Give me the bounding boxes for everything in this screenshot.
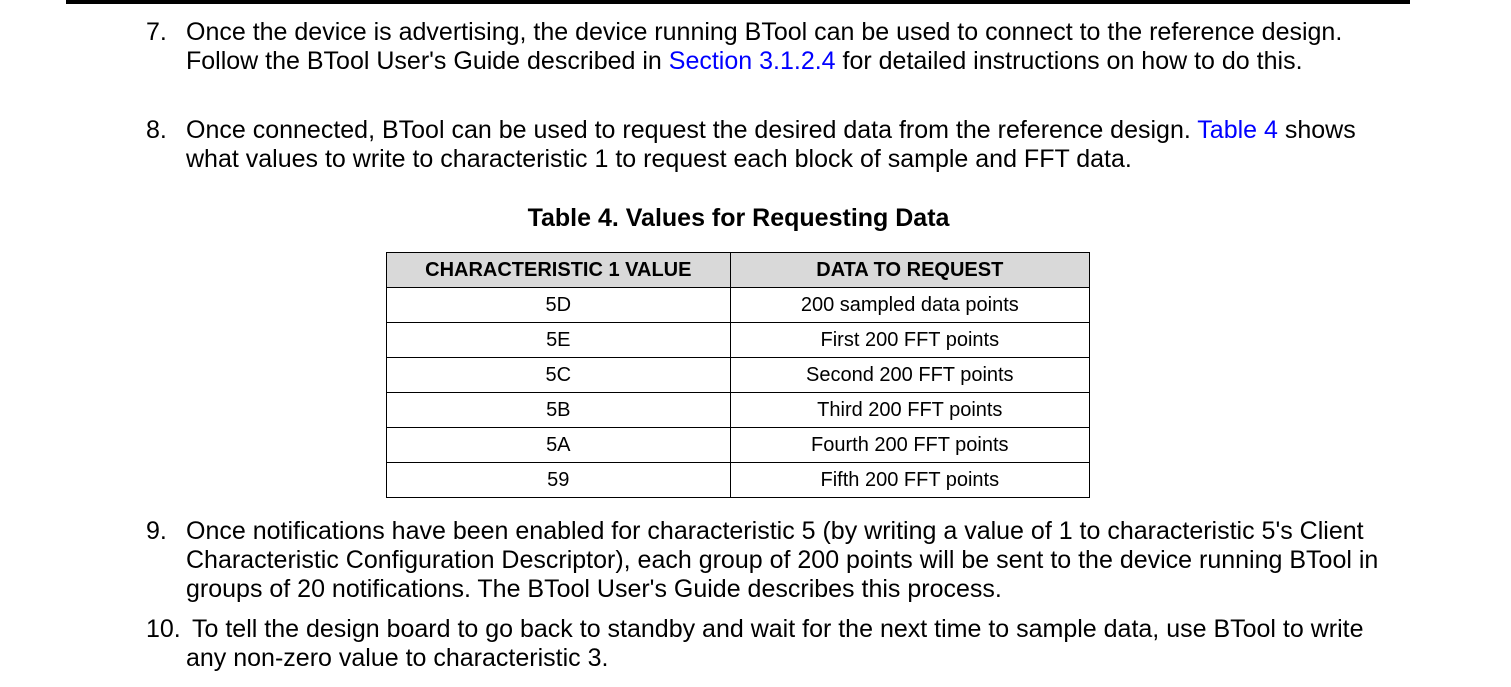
table-header-row (387, 253, 1090, 288)
header-characteristic-value: CHARACTERISTIC 1 VALUE (387, 253, 731, 288)
table-row (387, 323, 1090, 358)
table-row (387, 393, 1090, 428)
step-7 (146, 18, 1406, 76)
step-text-part: for detailed instructions on how to do this. (835, 47, 1303, 75)
requesting-data-table (386, 252, 1090, 498)
table-row (387, 428, 1090, 463)
step-text-part: shows what values to write to characteristic 1 to request each block of sample and FFT data. (186, 116, 1356, 173)
cell-value: 5C (387, 358, 731, 393)
step-text (186, 116, 1406, 174)
cell-data: First 200 FFT points (730, 323, 1089, 358)
section-link[interactable]: Section 3.1.2.4 (668, 47, 836, 75)
cell-data: Fifth 200 FFT points (730, 463, 1089, 498)
cell-value: 5A (387, 428, 731, 463)
step-text-part: Once the device is advertising, the device running BTool can be used to connect to the reference design. Follow the BTool User's Guide described in (186, 18, 1343, 75)
table-row (387, 463, 1090, 498)
table-title: Table 4. Values for Requesting Data (527, 204, 950, 232)
cell-value: 5E (387, 323, 731, 358)
step-text: Once notifications have been enabled for characteristic 5 (by writing a value of 1 to characteristic 5's Client Characteristic Configuration Descriptor), each group of 200 points will be sent to the device running BTool in groups of 20 notifications. The BTool User's Guide describes this process. (186, 517, 1379, 603)
step-number: 9. (146, 517, 167, 545)
table-row (387, 358, 1090, 393)
cell-value: 59 (387, 463, 731, 498)
step-number: 10. (146, 615, 181, 643)
step-9 (146, 517, 1406, 604)
step-number: 8. (146, 116, 167, 144)
cell-data: Third 200 FFT points (730, 393, 1089, 428)
header-data-to-request: DATA TO REQUEST (730, 253, 1089, 288)
step-text (186, 18, 1406, 76)
table-row (387, 288, 1090, 323)
table-link[interactable]: Table 4 (1197, 116, 1278, 144)
cell-data: Fourth 200 FFT points (730, 428, 1089, 463)
step-text: To tell the design board to go back to standby and wait for the next time to sample data, use BTool to write any non-zero value to characteristic 3. (186, 615, 1364, 672)
step-10 (146, 615, 1406, 673)
cell-value: 5B (387, 393, 731, 428)
step-number: 7. (146, 18, 167, 46)
top-rule (66, 0, 1410, 4)
cell-data: 200 sampled data points (730, 288, 1089, 323)
step-8 (146, 116, 1406, 174)
step-text-part: Once connected, BTool can be used to request the desired data from the reference design. (186, 116, 1198, 144)
cell-value: 5D (387, 288, 731, 323)
cell-data: Second 200 FFT points (730, 358, 1089, 393)
